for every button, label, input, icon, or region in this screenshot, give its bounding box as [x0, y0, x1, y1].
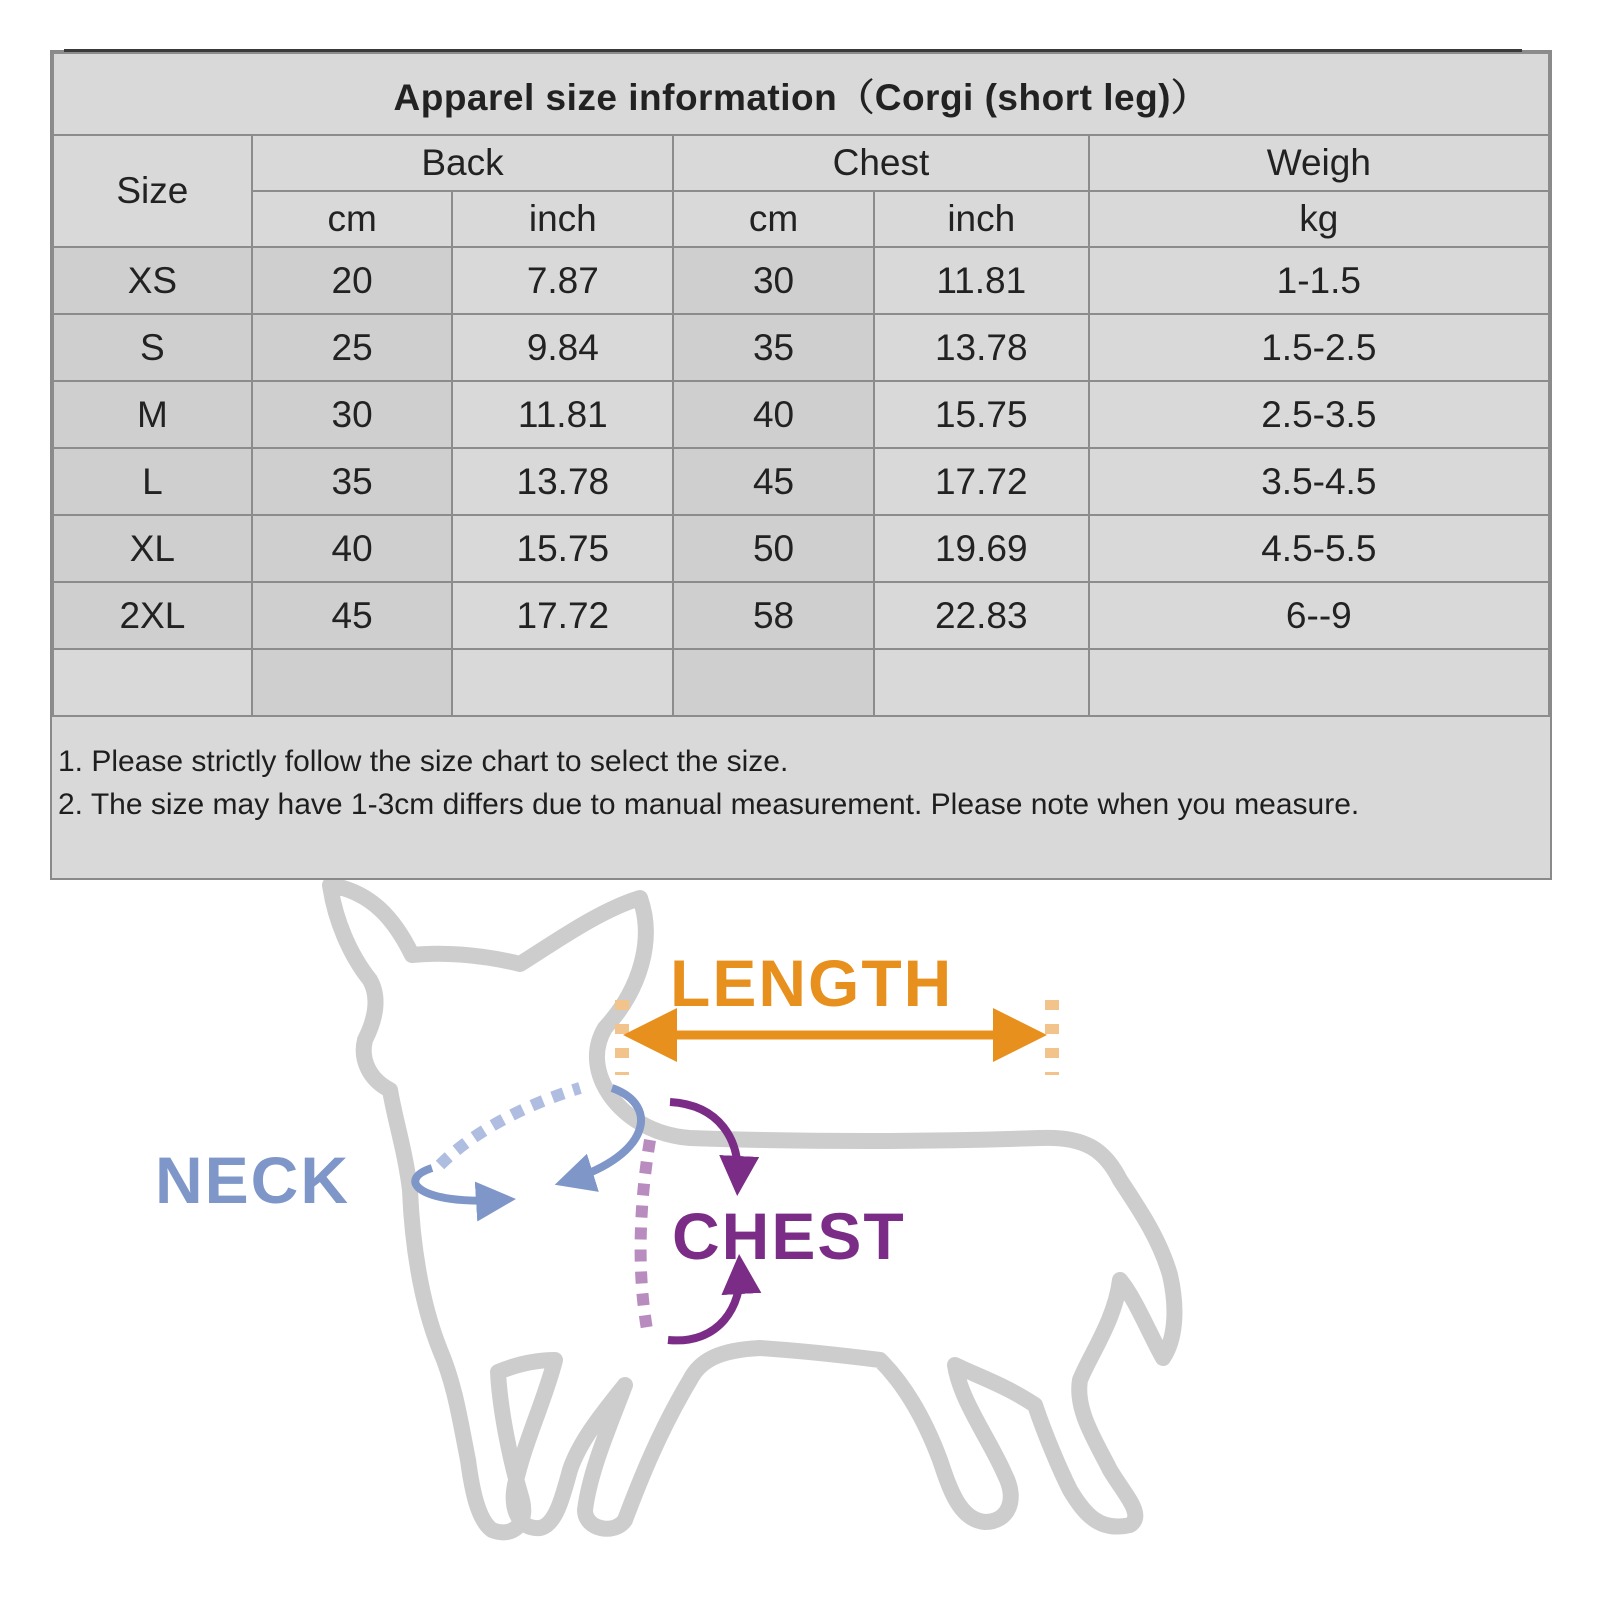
weight-cell: 3.5-4.5	[1089, 448, 1549, 515]
neck-arrow-lower	[415, 1168, 500, 1201]
neck-label: NECK	[155, 1143, 351, 1217]
size-cell: S	[53, 314, 252, 381]
back-inch-cell: 7.87	[452, 247, 673, 314]
size-notes	[58, 740, 1359, 826]
table-row	[53, 582, 1549, 649]
empty-cell	[1089, 649, 1549, 716]
table-title: Apparel size information（Corgi (short leg)）	[53, 53, 1549, 135]
length-label: LENGTH	[670, 946, 954, 1020]
back-cm-cell: 25	[252, 314, 453, 381]
chest-inch-cell: 15.75	[874, 381, 1089, 448]
back-cm-cell: 45	[252, 582, 453, 649]
empty-cell	[53, 649, 252, 716]
header-weight-kg: kg	[1089, 191, 1549, 247]
table-row	[53, 515, 1549, 582]
back-inch-cell: 15.75	[452, 515, 673, 582]
back-cm-cell: 20	[252, 247, 453, 314]
header-chest: Chest	[673, 135, 1088, 191]
chest-cm-cell: 45	[673, 448, 874, 515]
size-cell: 2XL	[53, 582, 252, 649]
size-table	[52, 52, 1550, 717]
chest-cm-cell: 58	[673, 582, 874, 649]
header-back: Back	[252, 135, 673, 191]
chest-cm-cell: 50	[673, 515, 874, 582]
chest-cm-cell: 35	[673, 314, 874, 381]
back-inch-cell: 13.78	[452, 448, 673, 515]
header-back-cm: cm	[252, 191, 453, 247]
header-weigh: Weigh	[1089, 135, 1549, 191]
table-row	[53, 448, 1549, 515]
header-back-inch: inch	[452, 191, 673, 247]
chest-cm-cell: 30	[673, 247, 874, 314]
header-chest-inch: inch	[874, 191, 1089, 247]
neck-dash	[440, 1088, 580, 1165]
back-cm-cell: 30	[252, 381, 453, 448]
weight-cell: 6--9	[1089, 582, 1549, 649]
chest-dash	[641, 1140, 650, 1335]
empty-cell	[874, 649, 1089, 716]
weight-cell: 4.5-5.5	[1089, 515, 1549, 582]
chest-inch-cell: 13.78	[874, 314, 1089, 381]
empty-cell	[452, 649, 673, 716]
header-size: Size	[53, 135, 252, 247]
table-row	[53, 314, 1549, 381]
chest-inch-cell: 19.69	[874, 515, 1089, 582]
table-row	[53, 247, 1549, 314]
header-chest-cm: cm	[673, 191, 874, 247]
table-row	[53, 381, 1549, 448]
weight-cell: 1.5-2.5	[1089, 314, 1549, 381]
back-cm-cell: 40	[252, 515, 453, 582]
note-line: 2. The size may have 1-3cm differs due to manual measurement. Please note when you measure.	[58, 788, 1360, 821]
size-cell: M	[53, 381, 252, 448]
empty-cell	[673, 649, 874, 716]
empty-cell	[252, 649, 453, 716]
back-inch-cell: 17.72	[452, 582, 673, 649]
size-chart	[50, 50, 1552, 880]
weight-cell: 1-1.5	[1089, 247, 1549, 314]
weight-cell: 2.5-3.5	[1089, 381, 1549, 448]
measurement-diagram	[0, 880, 1600, 1600]
size-cell: XS	[53, 247, 252, 314]
note-line: 1. Please strictly follow the size chart to select the size.	[58, 745, 789, 778]
chest-inch-cell: 22.83	[874, 582, 1089, 649]
back-inch-cell: 9.84	[452, 314, 673, 381]
size-cell: XL	[53, 515, 252, 582]
chest-label: CHEST	[672, 1199, 906, 1273]
size-cell: L	[53, 448, 252, 515]
chest-cm-cell: 40	[673, 381, 874, 448]
chest-inch-cell: 17.72	[874, 448, 1089, 515]
back-cm-cell: 35	[252, 448, 453, 515]
chest-arrow-lower	[668, 1270, 740, 1340]
back-inch-cell: 11.81	[452, 381, 673, 448]
table-row-empty	[53, 649, 1549, 716]
chest-inch-cell: 11.81	[874, 247, 1089, 314]
